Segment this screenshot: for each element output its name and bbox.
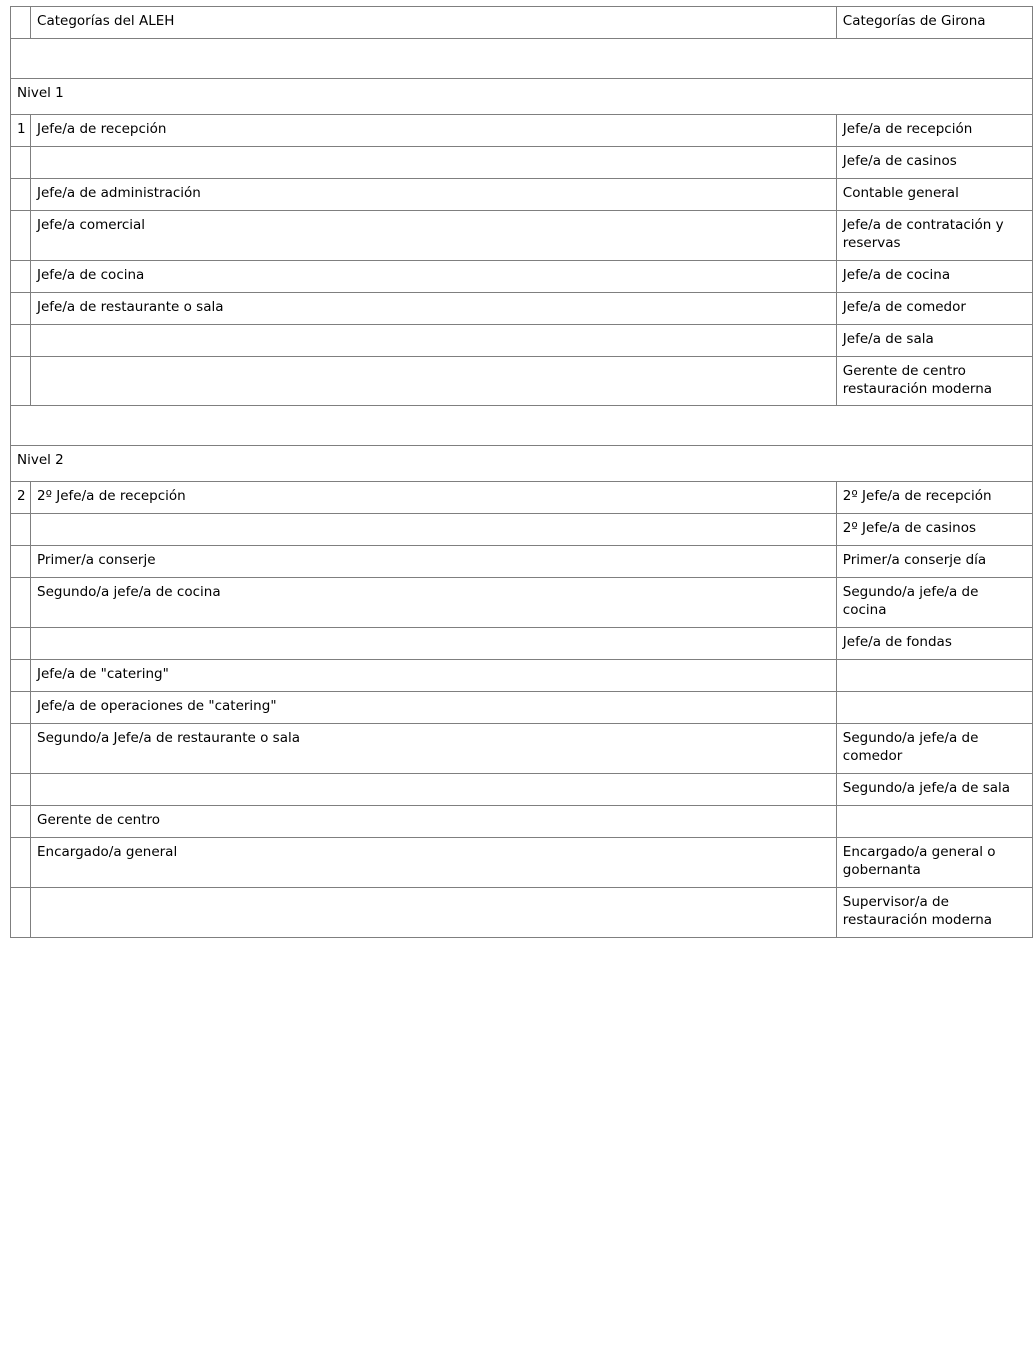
table-row [11, 292, 1033, 324]
cell-aleh-category: Jefe/a de administración [31, 178, 837, 210]
table-row [11, 210, 1033, 260]
cell-girona-category: Gerente de centro restauración moderna [836, 356, 1032, 406]
table-row [11, 887, 1033, 937]
table-row [11, 724, 1033, 774]
table-row [11, 660, 1033, 692]
cell-level-number [11, 546, 31, 578]
cell-level-number [11, 260, 31, 292]
table-row [11, 324, 1033, 356]
column-header-aleh: Categorías del ALEH [31, 7, 837, 39]
cell-level-number [11, 887, 31, 937]
cell-level-number [11, 210, 31, 260]
table-row [11, 260, 1033, 292]
cell-girona-category: 2º Jefe/a de casinos [836, 514, 1032, 546]
section-label: Nivel 2 [11, 446, 1033, 482]
cell-girona-category: Supervisor/a de restauración moderna [836, 887, 1032, 937]
cell-aleh-category [31, 146, 837, 178]
cell-level-number: 1 [11, 114, 31, 146]
cell-level-number [11, 805, 31, 837]
cell-girona-category [836, 805, 1032, 837]
cell-girona-category: Segundo/a jefe/a de comedor [836, 724, 1032, 774]
cell-girona-category: Jefe/a de fondas [836, 628, 1032, 660]
cell-girona-category [836, 692, 1032, 724]
cell-girona-category: Segundo/a jefe/a de sala [836, 774, 1032, 806]
cell-level-number [11, 292, 31, 324]
cell-aleh-category [31, 514, 837, 546]
table-row [11, 514, 1033, 546]
cell-aleh-category [31, 887, 837, 937]
cell-girona-category: Jefe/a de contratación y reservas [836, 210, 1032, 260]
cell-aleh-category: Gerente de centro [31, 805, 837, 837]
cell-level-number [11, 628, 31, 660]
cell-level-number [11, 356, 31, 406]
table-header [11, 7, 1033, 39]
cell-girona-category: Jefe/a de cocina [836, 260, 1032, 292]
cell-aleh-category [31, 774, 837, 806]
cell-girona-category: 2º Jefe/a de recepción [836, 482, 1032, 514]
table-row [11, 114, 1033, 146]
table-section-row [11, 78, 1033, 114]
table-row [11, 546, 1033, 578]
categories-table [10, 6, 1033, 938]
cell-aleh-category: Jefe/a comercial [31, 210, 837, 260]
cell-level-number: 2 [11, 482, 31, 514]
table-row [11, 692, 1033, 724]
cell-girona-category [836, 660, 1032, 692]
cell-level-number [11, 692, 31, 724]
cell-aleh-category: Encargado/a general [31, 837, 837, 887]
table-spacer-row [11, 406, 1033, 446]
cell-aleh-category [31, 628, 837, 660]
cell-level-number [11, 578, 31, 628]
spacer-cell [11, 406, 1033, 446]
cell-level-number [11, 324, 31, 356]
cell-aleh-category: Jefe/a de "catering" [31, 660, 837, 692]
cell-aleh-category: Jefe/a de restaurante o sala [31, 292, 837, 324]
table-row [11, 805, 1033, 837]
cell-level-number [11, 724, 31, 774]
cell-level-number [11, 837, 31, 887]
table-row [11, 628, 1033, 660]
table-row [11, 178, 1033, 210]
table-row [11, 774, 1033, 806]
cell-girona-category: Encargado/a general o gobernanta [836, 837, 1032, 887]
table-row [11, 146, 1033, 178]
cell-girona-category: Segundo/a jefe/a de cocina [836, 578, 1032, 628]
column-header-number [11, 7, 31, 39]
cell-level-number [11, 774, 31, 806]
cell-aleh-category: Jefe/a de recepción [31, 114, 837, 146]
cell-girona-category: Jefe/a de recepción [836, 114, 1032, 146]
spacer-cell [11, 38, 1033, 78]
cell-aleh-category: Segundo/a jefe/a de cocina [31, 578, 837, 628]
cell-girona-category: Jefe/a de sala [836, 324, 1032, 356]
cell-level-number [11, 660, 31, 692]
cell-aleh-category [31, 324, 837, 356]
column-header-girona: Categorías de Girona [836, 7, 1032, 39]
cell-aleh-category: Jefe/a de cocina [31, 260, 837, 292]
cell-aleh-category: Segundo/a Jefe/a de restaurante o sala [31, 724, 837, 774]
section-label: Nivel 1 [11, 78, 1033, 114]
cell-aleh-category [31, 356, 837, 406]
cell-girona-category: Contable general [836, 178, 1032, 210]
cell-girona-category: Jefe/a de casinos [836, 146, 1032, 178]
cell-girona-category: Jefe/a de comedor [836, 292, 1032, 324]
table-row [11, 578, 1033, 628]
table-body [11, 38, 1033, 937]
table-section-row [11, 446, 1033, 482]
cell-aleh-category: Jefe/a de operaciones de "catering" [31, 692, 837, 724]
table-row [11, 356, 1033, 406]
table-row [11, 482, 1033, 514]
cell-aleh-category: 2º Jefe/a de recepción [31, 482, 837, 514]
table-spacer-row [11, 38, 1033, 78]
table-header-row [11, 7, 1033, 39]
cell-level-number [11, 146, 31, 178]
table-row [11, 837, 1033, 887]
cell-girona-category: Primer/a conserje día [836, 546, 1032, 578]
cell-level-number [11, 178, 31, 210]
cell-aleh-category: Primer/a conserje [31, 546, 837, 578]
cell-level-number [11, 514, 31, 546]
